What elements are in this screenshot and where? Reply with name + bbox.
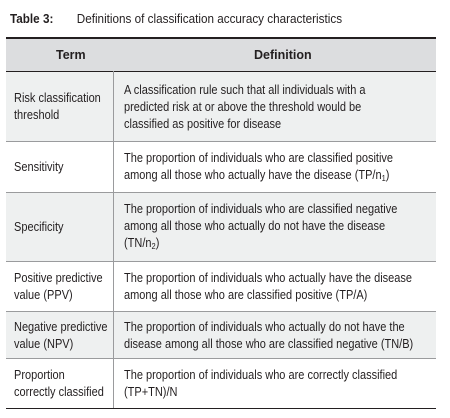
table-row [6, 262, 436, 312]
table-row [6, 312, 436, 359]
caption-label: Table 3: [10, 11, 54, 26]
definition-line: among all those who are classified positive (TP/A) [124, 288, 368, 302]
term-line: threshold [14, 108, 60, 122]
table-row [6, 72, 436, 142]
definition-line: The proportion of individuals who are classified positive [124, 151, 394, 165]
term-line: Risk classification [14, 91, 101, 105]
definition-line: A classification rule such that all individuals with a [124, 83, 366, 97]
caption-title: Definitions of classification accuracy characteristics [76, 11, 343, 26]
term-line: Sensitivity [14, 160, 64, 174]
term-line: value (PPV) [14, 288, 73, 302]
column-divider [113, 71, 114, 408]
term-line: Specificity [14, 220, 64, 234]
table-row [6, 359, 436, 408]
table-row [6, 193, 436, 262]
header-term: Term [56, 48, 86, 62]
table-header-row [6, 39, 436, 71]
definition-line: among all those who actually do not have the disease [124, 219, 386, 233]
definition-line: classified as positive for disease [124, 117, 282, 131]
definition-line: $(TN/n_2)$ [124, 236, 160, 251]
definition-line: The proportion of individuals who actually do not have the [124, 320, 405, 334]
definition-line: (TP+TN)/N [124, 385, 178, 399]
definition-line: The proportion of individuals who are correctly classified [124, 368, 398, 382]
definition-line: The proportion of individuals who are classified negative [124, 202, 398, 216]
table-bottom-rule [6, 408, 436, 409]
term-line: Positive predictive [14, 271, 103, 285]
term-line: Proportion [14, 368, 65, 382]
definition-line: predicted risk at or above the threshold would be [124, 100, 362, 114]
term-line: value (NPV) [14, 337, 74, 351]
definition-line: among all those who actually have the disease $(TP/n_1)$ [124, 168, 390, 183]
definition-line: disease among all those who are classified negative (TN/B) [124, 337, 414, 351]
table-row [6, 142, 436, 193]
header-definition: Definition [254, 48, 312, 62]
table-caption [10, 10, 342, 28]
term-line: correctly classified [14, 385, 104, 399]
definition-line: The proportion of individuals who actually have the disease [124, 271, 413, 285]
term-line: Negative predictive [14, 320, 108, 334]
